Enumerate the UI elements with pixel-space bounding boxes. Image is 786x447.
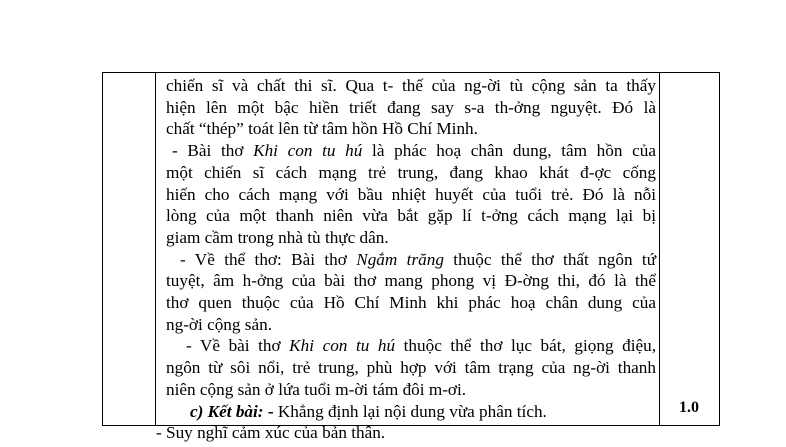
text-line: một chiến sĩ cách mạng trẻ trung, đang khao khát đ-ợc cống bbox=[166, 162, 656, 182]
text-segment: - Về bài thơ bbox=[186, 336, 281, 356]
text-segment: - Bài thơ bbox=[172, 141, 244, 161]
text-segment: - bbox=[267, 401, 274, 421]
text-line: - Suy nghĩ cảm xúc của bản thân. bbox=[156, 423, 386, 443]
text-segment: - Về thể thơ: Bài thơ bbox=[180, 249, 347, 269]
text-segment: thuộc thể thơ thất ngôn tứ bbox=[453, 249, 657, 269]
content-cell bbox=[156, 75, 657, 444]
text-line: lòng của một thanh niên vừa bắt gặp lí t-ởng cách mạng lại bị bbox=[166, 206, 656, 226]
text-line: chiến sĩ và chất thi sĩ. Qua t- thế của ng-ời tù cộng sản ta thấy bbox=[166, 76, 656, 95]
poem-title: Ngắm trăng bbox=[356, 249, 444, 269]
score-value: 1.0 bbox=[679, 399, 699, 416]
text-line bbox=[166, 335, 656, 357]
text-line: tuyệt, âm h-ởng của bài thơ mang phong vị Đ-ờng thi, đó là thể bbox=[166, 271, 656, 291]
text-line: hiến cho cách mạng với bầu nhiệt huyết của tuổi trẻ. Đó là nỗi bbox=[166, 184, 656, 204]
section-heading: c) Kết bài: bbox=[190, 401, 264, 421]
text-line: ng-ời cộng sản. bbox=[166, 314, 272, 334]
text-line bbox=[166, 140, 656, 162]
text-segment: Khẳng định lại nội dung vừa phân tích. bbox=[277, 401, 547, 421]
text-line: giam cầm trong nhà tù thực dân. bbox=[166, 227, 389, 247]
poem-title: Khi con tu hú bbox=[289, 336, 396, 356]
text-line: niên cộng sản ở lứa tuổi m-ời tám đôi m-ơi. bbox=[166, 379, 467, 399]
text-line: ngôn từ sôi nổi, trẻ trung, phù hợp với tâm trạng của ng-ời thanh bbox=[166, 358, 656, 378]
text-line bbox=[166, 401, 656, 423]
column-divider-right bbox=[659, 73, 660, 425]
text-line: thơ quen thuộc của Hồ Chí Minh khi phác hoạ chân dung của bbox=[166, 293, 656, 313]
poem-title: Khi con tu hú bbox=[253, 141, 363, 161]
text-segment: thuộc thể thơ lục bát, giọng điệu, bbox=[403, 336, 656, 356]
text-segment: là phác hoạ chân dung, tâm hồn của bbox=[372, 141, 656, 161]
text-line: chất “thép” toát lên từ tâm hồn Hồ Chí Minh. bbox=[166, 119, 478, 139]
answer-table bbox=[102, 72, 720, 443]
text-line bbox=[166, 249, 656, 271]
text-line: hiện lên một bậc hiền triết đang say s-a th-ởng nguyệt. Đó là bbox=[166, 97, 656, 117]
column-divider-left bbox=[155, 73, 156, 425]
